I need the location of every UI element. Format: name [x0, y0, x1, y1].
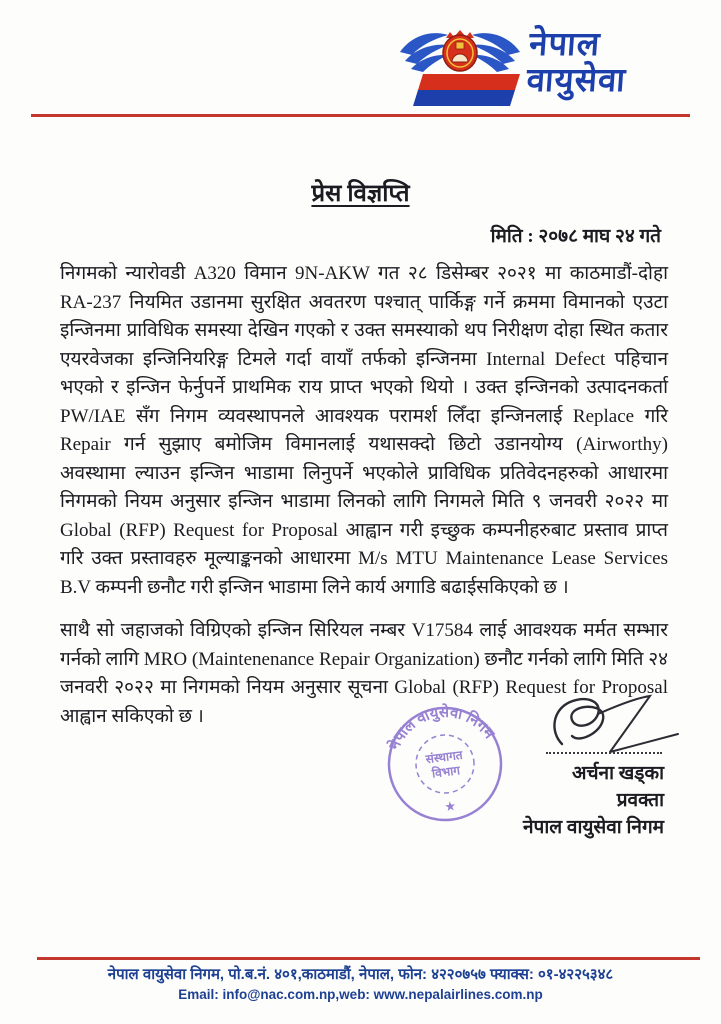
stamp-star: ★ [443, 798, 457, 815]
signatory-name: अर्चना खड्का [571, 763, 664, 784]
signatory-block [523, 760, 664, 841]
brand-line2: वायुसेवा [525, 61, 628, 98]
flag-stripes-icon [413, 74, 520, 106]
press-release-body [60, 260, 668, 746]
signature-scribble-icon [532, 694, 682, 756]
signatory-organization: नेपाल वायुसेवा निगम [523, 817, 664, 838]
official-stamp-icon [373, 691, 516, 838]
body-paragraph-1: निगमको न्यारोवडी A320 विमान 9N-AKW गत २८ डिसेम्बर २०२१ मा काठमाडौं-दोहा RA-237 नियमित उडानमा सुरक्षित अवतरण पश्चात् पार्किङ्ग गर्ने क्रममा विमानको एउटा इन्जिनमा प्राविधिक समस्या देखिन गएको र उक्त समस्याको थप निरीक्षण दोहा स्थित कतार एयरवेजका इन्जिनियरिङ्ग टिमले गर्दा वायाँ तर्फको इन्जिनमा Internal Defect पहिचान भएको र इन्जिन फेर्नुपर्ने प्राथमिक राय प्राप्त भएको थियो । उक्त इन्जिनको उत्पादनकर्ता PW/IAE सँग निगम व्यवस्थापनले आवश्यक परामर्श लिँदा इन्जिनलाई Replace गरि Repair गर्न सुझाए बमोजिम विमानलाई यथासक्दो छिटो उडानयोग्य (Airworthy) अवस्थामा ल्याउन इन्जिन भाडामा लिनुपर्ने भएकोले प्राविधिक प्रतिवेदनहरुको आधारमा निगमको नियम अनुसार इन्जिन भाडामा लिनको लागि निगमले मिति ९ जनवरी २०२२ मा Global (RFP) Request for Proposal आह्वान गरी इच्छुक कम्पनीहरुबाट प्रस्ताव प्राप्त गरि उक्त प्रस्तावहरु मूल्याङ्कनको आधारमा M/s MTU Maintenance Lease Services B.V कम्पनी छनौट गरी इन्जिन भाडामा लिने कार्य अगाडि बढाईसकिएको छ । [60, 263, 668, 598]
body-paragraph-2: साथै सो जहाजको विग्रिएको इन्जिन सिरियल नम्बर V17584 लाई आवश्यक मर्मत सम्भार गर्नको लागि MRO (Maintenenance Repair Organization) छनौट गर्नको लागि मिति २४ जनवरी २०२२ मा निगमको नियम अनुसार सूचना Global (RFP) Request for Proposal आह्वान सकिएको छ । [60, 620, 668, 727]
signatory-designation: प्रवक्ता [616, 790, 664, 811]
signature-line [546, 752, 662, 754]
date-line: मिति : २०७८ माघ २४ गते [490, 226, 661, 247]
stamp-center-line2: विभाग [431, 763, 461, 781]
crest-icon [443, 30, 477, 71]
page-title: प्रेस विज्ञप्ति [311, 181, 410, 207]
footer-divider [37, 957, 700, 960]
stamp-ring-text: नेपाल वायुसेवा निगम [386, 704, 497, 753]
footer-contact-line: Email: info@nac.com.np,web: www.nepalairlines.com.np [178, 987, 543, 1002]
brand-wordmark [525, 26, 629, 98]
nepal-airlines-logo-icon [396, 24, 524, 108]
header-divider [31, 114, 690, 117]
brand-line1: नेपाल [528, 25, 602, 62]
footer-address-line: नेपाल वायुसेवा निगम, पो.ब.नं. ४०१,काठमाडौं, नेपाल, फोन: ४२२०७५७ फ्याक्स: ०१-४२२५३४८ [107, 966, 614, 983]
stamp-center-line1: संस्थागत [424, 747, 464, 767]
svg-text:नेपाल वायुसेवा निगम [380, 696, 498, 755]
